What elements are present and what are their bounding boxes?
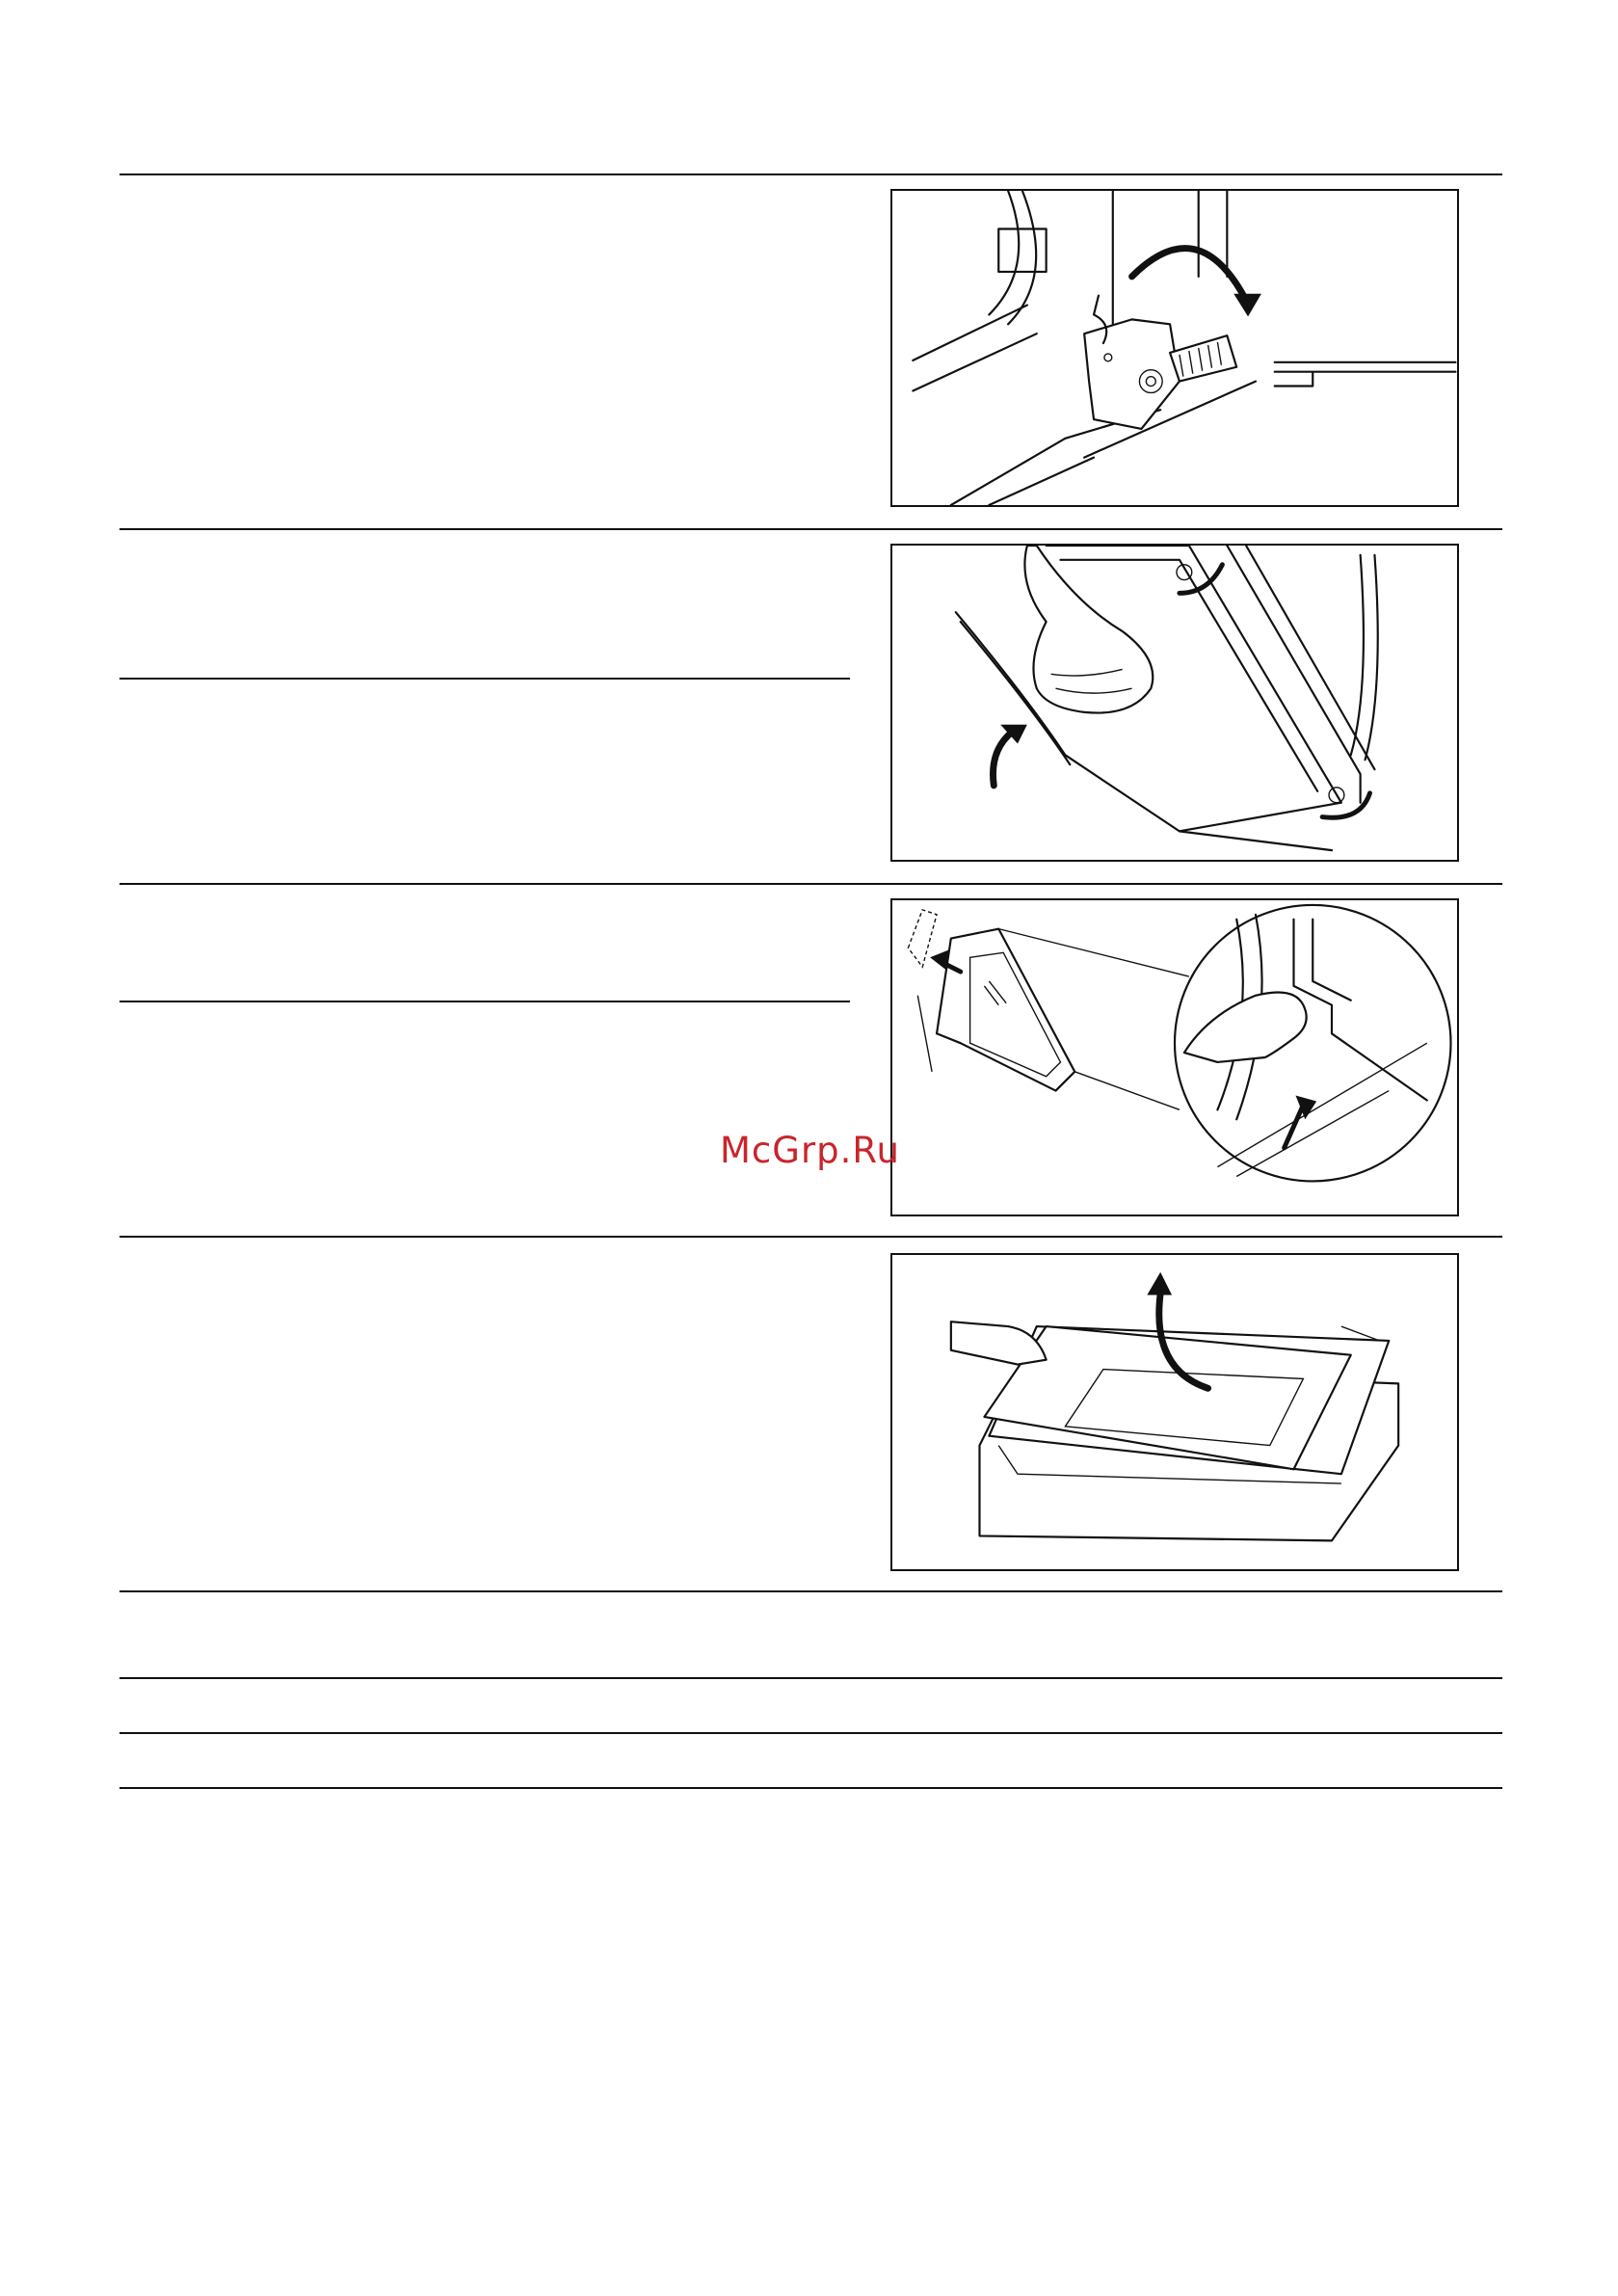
hinge-lever-figure xyxy=(890,189,1459,507)
section-divider xyxy=(119,883,1502,885)
step-divider xyxy=(119,678,850,680)
section-divider xyxy=(119,1787,1502,1789)
glass-panel-removal-icon xyxy=(892,1255,1457,1569)
section-divider xyxy=(119,174,1502,175)
glass-panel-figure xyxy=(890,1253,1459,1571)
section-divider xyxy=(119,1677,1502,1679)
door-trim-figure xyxy=(890,898,1459,1216)
section-divider xyxy=(119,528,1502,530)
section-divider xyxy=(119,1236,1502,1238)
step-divider xyxy=(119,1001,850,1002)
section-divider xyxy=(119,1590,1502,1592)
door-lift-icon xyxy=(892,546,1457,860)
section-divider xyxy=(119,1732,1502,1734)
door-trim-removal-icon xyxy=(892,900,1457,1215)
door-lift-figure xyxy=(890,544,1459,862)
hinge-lever-rotate-icon xyxy=(892,191,1457,505)
watermark: McGrp.Ru xyxy=(720,1130,900,1171)
